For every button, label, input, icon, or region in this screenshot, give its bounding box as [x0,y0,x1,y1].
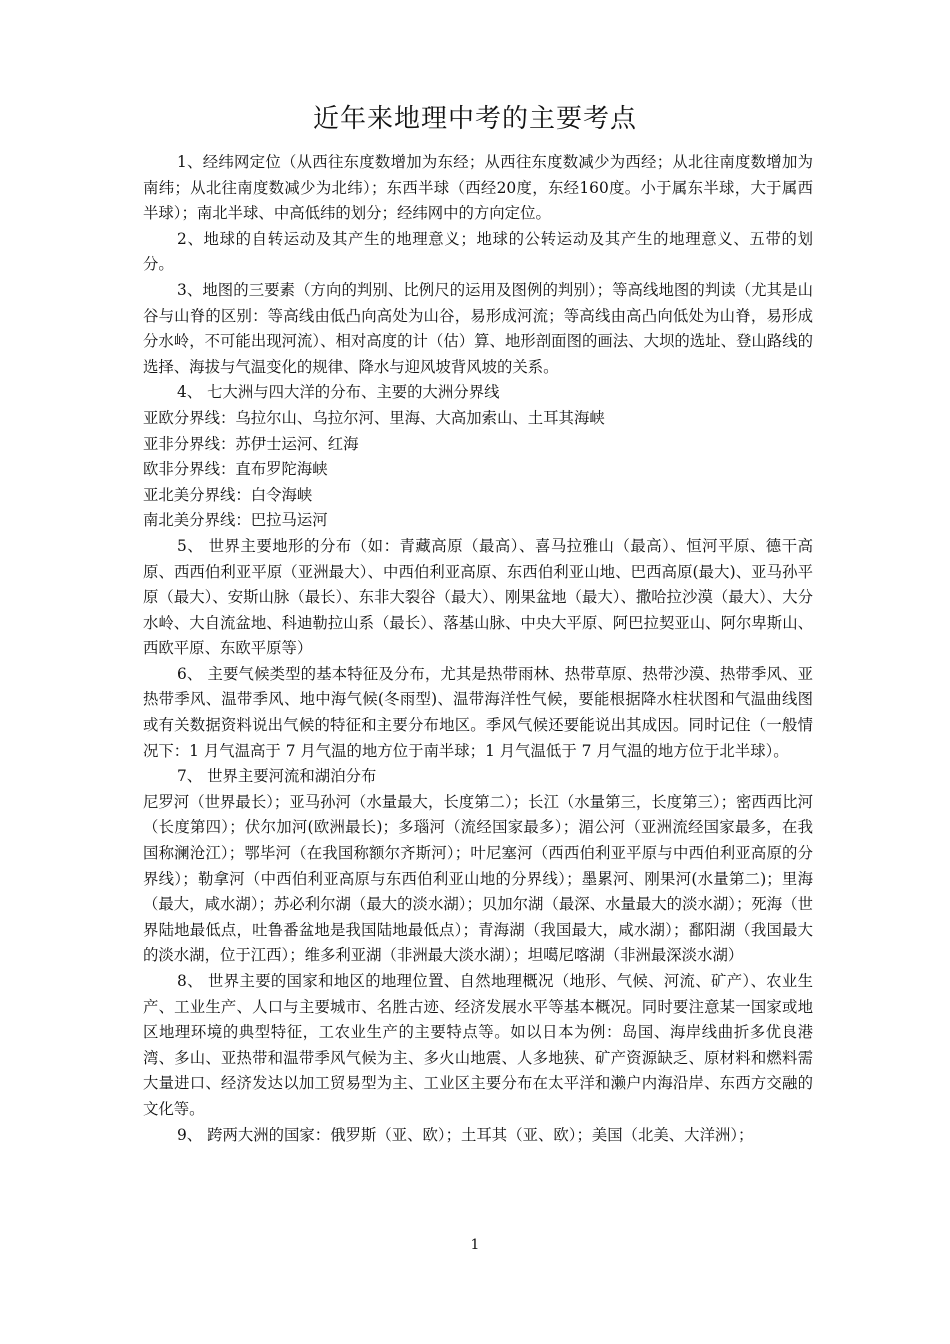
document-body [143,150,813,1148]
page-number: 1 [470,1237,480,1253]
paragraph-7-rivers-lakes-heading: 7、 世界主要河流和湖泊分布 [177,767,377,786]
boundary-asia-north-america: 亚北美分界线：白令海峡 [143,485,313,504]
paragraph-3-map-elements: 3、地图的三要素（方向的判别、比例尺的运用及图例的判别）；等高线地图的判读（尤其是山谷与山脊的区别：等高线由低凸向高处为山谷，易形成河流；等高线由高凸向低处为山脊，易形成分水岭，不可能出现河流）、相对高度的计（估）算、地形剖面图的画法、大坝的选址、登山路线的选择、海拔与气温变化的规律、降水与迎风坡背风坡的关系。 [143,280,813,376]
boundary-asia-africa: 亚非分界线：苏伊士运河、红海 [143,434,359,453]
boundary-europe-africa: 欧非分界线：直布罗陀海峡 [143,460,328,479]
paragraph-8-countries-regions: 8、 世界主要的国家和地区的地理位置、自然地理概况（地形、气候、河流、矿产）、农业生产、工业生产、人口与主要城市、名胜古迹、经济发展水平等基本概况。同时要注意某一国家或地区地理环境的典型特征，工农业生产的主要特点等。如以日本为例：岛国、海岸线曲折多优良港湾、多山、亚热带和温带季风气候为主、多火山地震、人多地狭、矿产资源缺乏、原材料和燃料需大量进口、经济发达以加工贸易型为主、工业区主要分布在太平洋和濑户内海沿岸、东西方交融的文化等。 [143,972,813,1118]
paragraph-5-landforms: 5、 世界主要地形的分布（如：青藏高原（最高）、喜马拉雅山（最高）、恒河平原、德干高原、西西伯利亚平原（亚洲最大）、中西伯利亚高原、东西伯利亚山地、巴西高原(最大)、亚马孙平原（最大）、安斯山脉（最长）、东非大裂谷（最大）、刚果盆地（最大）、撒哈拉沙漠（最大）、大分水岭、大自流盆地、科迪勒拉山系（最长）、落基山脉、中央大平原、阿巴拉契亚山、阿尔卑斯山、西欧平原、东欧平原等） [143,536,813,658]
paragraph-1-latitude-longitude: 1、经纬网定位（从西往东度数增加为东经；从西往东度数减少为西经；从北往南度数增加为南纬；从北往南度数减少为北纬）；东西半球（西经20度，东经160度。小于属东半球，大于属西半球）；南北半球、中高低纬的划分；经纬网中的方向定位。 [143,153,813,223]
paragraph-9-transcontinental-countries: 9、 跨两大洲的国家：俄罗斯（亚、欧）；土耳其（亚、欧）；美国（北美、大洋洲）； [177,1125,754,1144]
boundary-asia-europe: 亚欧分界线：乌拉尔山、乌拉尔河、里海、大高加索山、土耳其海峡 [143,408,605,427]
boundary-north-south-america: 南北美分界线：巴拉马运河 [143,511,328,530]
paragraph-6-climate: 6、 主要气候类型的基本特征及分布，尤其是热带雨林、热带草原、热带沙漠、热带季风、亚热带季风、温带季风、地中海气候(冬雨型)、温带海洋性气候，要能根据降水柱状图和气温曲线图或有关数据资料说出气候的特征和主要分布地区。季风气候还要能说出其成因。同时记住（一般情况下：1 月气温高于 7 月气温的地方位于南半球；1 月气温低于 7 月气温的地方位于北半球）。 [143,664,813,760]
document-title: 近年来地理中考的主要考点 [312,104,637,134]
rivers-lakes-list: 尼罗河（世界最长）；亚马孙河（水量最大，长度第二）；长江（水量第三，长度第三）；密西西比河（长度第四）；伏尔加河(欧洲最长)；多瑙河（流经国家最多）；湄公河（亚洲流经国家最多，在我国称澜沧江）；鄂毕河（在我国称额尔齐斯河）；叶尼塞河（西西伯利亚平原与中西伯利亚高原的分界线）；勒拿河（中西伯利亚高原与东西伯利亚山地的分界线）；墨累河、刚果河(水量第二)；里海（最大，咸水湖）；苏必利尔湖（最大的淡水湖）；贝加尔湖（最深、水量最大的淡水湖）；死海（世界陆地最低点，吐鲁番盆地是我国陆地最低点）；青海湖（我国最大，咸水湖）；鄱阳湖（我国最大的淡水湖，位于江西）；维多利亚湖（非洲最大淡水湖）；坦噶尼喀湖（非洲最深淡水湖） [143,792,813,965]
paragraph-4-continents-oceans: 4、 七大洲与四大洋的分布、主要的大洲分界线 [177,383,500,402]
paragraph-2-earth-motion: 2、地球的自转运动及其产生的地理意义；地球的公转运动及其产生的地理意义、五带的划分。 [143,229,813,274]
